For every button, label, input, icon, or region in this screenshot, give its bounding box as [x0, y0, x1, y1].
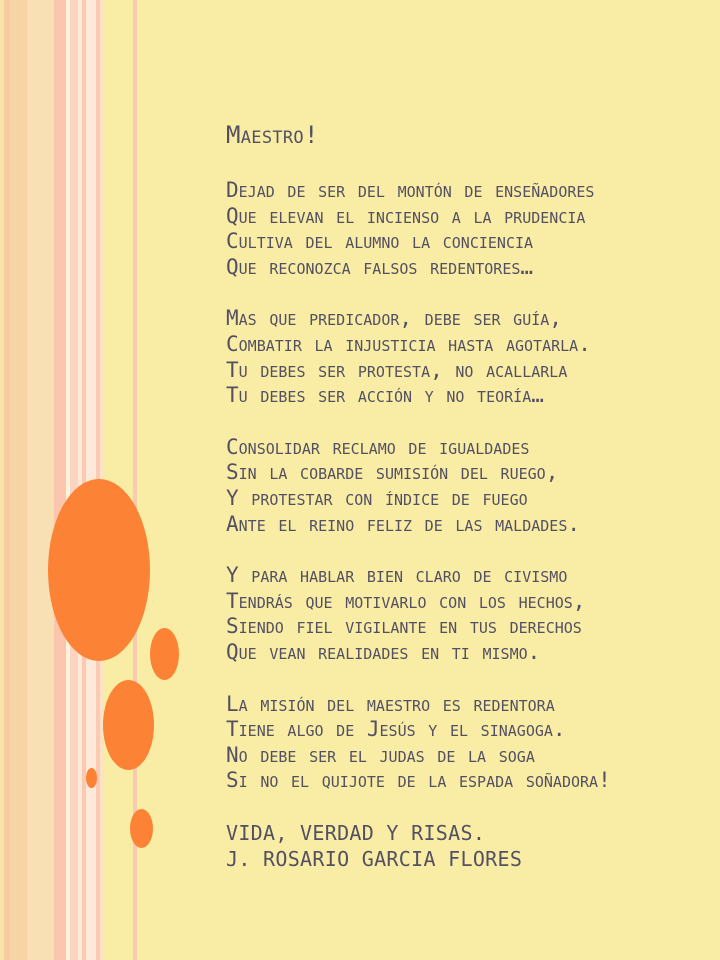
poem-line: Combatir la injusticia hasta agotarla.: [226, 331, 591, 356]
poem-line: Tu debes ser protesta, no acallarla: [226, 357, 568, 382]
poem-line: Ante el reino feliz de las maldades.: [226, 511, 581, 536]
decorative-stripes: [0, 0, 140, 960]
poem-line: Siendo fiel vigilante en tus derechos: [226, 614, 582, 639]
poem-line: Que elevan el incienso a la prudencia: [226, 203, 586, 228]
poem-line: Tiene algo de Jesús y el sinagoga.: [226, 717, 566, 742]
stanza: [226, 306, 706, 408]
poem-line: Que reconozca falsos redentores…: [226, 254, 534, 279]
poem-line: Cultiva del alumno la conciencia: [226, 229, 534, 254]
poem-line: No debe ser el judas de la soga: [226, 742, 535, 767]
poem-line: Consolidar reclamo de igualdades: [226, 434, 530, 459]
orange-circle-tiny: [86, 768, 97, 788]
stanza: [226, 563, 706, 665]
poem-line: Sin la cobarde sumisión del ruego,: [226, 460, 559, 485]
stanza: [226, 435, 706, 537]
poem-line: Mas que predicador, debe ser guía,: [226, 306, 562, 331]
poem-line: La misión del maestro es redentora: [226, 691, 555, 716]
orange-circle-small: [150, 628, 179, 680]
poem-line: Que vean realidades en ti mismo.: [226, 639, 541, 664]
signature-author: J. ROSARIO GARCIA FLORES: [226, 846, 523, 871]
poem-line: Si no el quijote de la espada soñadora!: [226, 768, 611, 793]
poem-line: Tu debes ser acción y no teoría…: [226, 383, 544, 408]
poem-line: Tendrás que motivarlo con los hechos,: [226, 588, 586, 613]
signature-motto: VIDA, VERDAD Y RISAS.: [226, 820, 486, 845]
poem-line: Y protestar con índice de fuego: [226, 485, 528, 510]
poem-line: Y para hablar bien claro de civismo: [226, 563, 568, 588]
stanza: [226, 178, 706, 280]
orange-circle-large: [48, 479, 150, 661]
poem-line: Dejad de ser del montón de enseñadores: [226, 178, 595, 202]
orange-circle-medium: [103, 680, 154, 770]
signature: [226, 820, 706, 872]
stanza: [226, 692, 706, 794]
poem: [226, 118, 706, 872]
orange-circle-small: [130, 809, 153, 848]
poem-title: Maestro!: [226, 121, 319, 149]
